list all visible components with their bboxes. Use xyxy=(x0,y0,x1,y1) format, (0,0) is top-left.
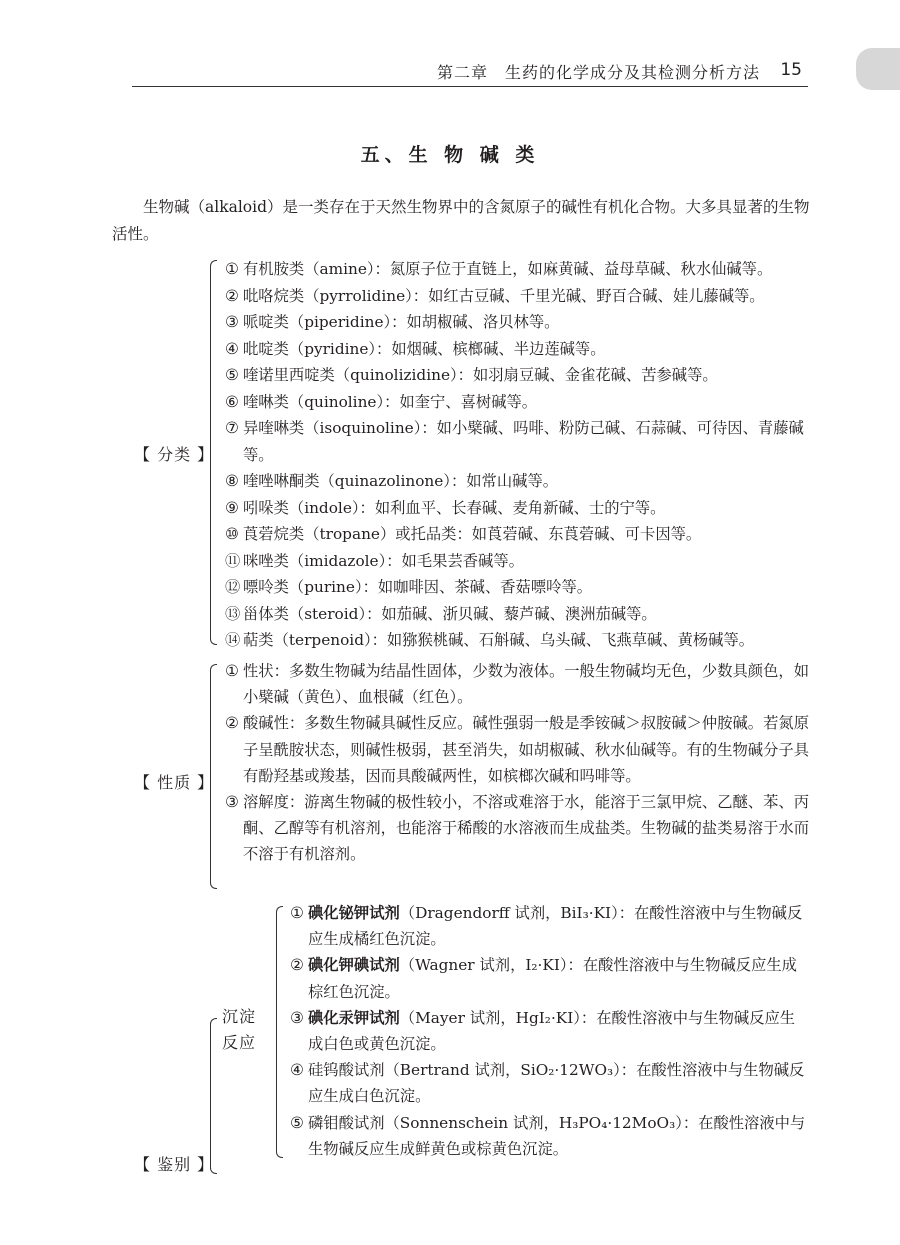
item-number: ⑥ xyxy=(225,392,239,411)
classification-item xyxy=(225,389,810,416)
item-text: 甾体类（steroid）：如茄碱、浙贝碱、藜芦碱、澳洲茄碱等。 xyxy=(243,604,657,623)
item-number: ① xyxy=(225,662,239,680)
item-text: 吡啶类（pyridine）：如烟碱、槟榔碱、半边莲碱等。 xyxy=(243,339,606,358)
precipitation-sublabel xyxy=(222,1004,256,1056)
classification-item xyxy=(225,336,810,363)
item-text: 磷钼酸试剂（Sonnenschein 试剂，H₃PO₄·12MoO₃）：在酸性溶液中与生物碱反应生成鲜黄色或棕黄色沉淀。 xyxy=(308,1113,806,1158)
section-title: 五、生 物 碱 类 xyxy=(360,144,540,166)
item-number: ⑦ xyxy=(225,419,239,437)
item-text: （Mayer 试剂，HgI₂·KI）：在酸性溶液中与生物碱反应生成白色或黄色沉淀。 xyxy=(308,1008,796,1054)
item-text: 喹唑啉酮类（quinazolinone）：如常山碱等。 xyxy=(243,472,559,490)
item-text: 性状：多数生物碱为结晶性固体，少数为液体。一般生物碱均无色，少数具颜色，如小檗碱（黄色）、血根碱（红色）。 xyxy=(243,662,809,707)
reagents-brace xyxy=(276,906,283,1158)
item-number: ⑬ xyxy=(225,604,241,623)
item-number: ⑤ xyxy=(225,366,239,384)
item-number: ③ xyxy=(290,1008,304,1027)
identification-item xyxy=(290,1005,810,1057)
item-text: 莨菪烷类（tropane）或托品类：如莨菪碱、东莨菪碱、可卡因等。 xyxy=(243,525,702,543)
reagent-name: 碘化钾碘试剂 xyxy=(308,956,400,975)
identification-label: 【 鉴别 】 xyxy=(134,1155,215,1174)
classification-item xyxy=(225,362,810,389)
identification-item xyxy=(290,1057,810,1109)
properties-item xyxy=(225,658,810,710)
item-number: ⑩ xyxy=(225,525,239,543)
page-number: 15 xyxy=(780,60,802,80)
item-text: 哌啶类（piperidine）：如胡椒碱、洛贝林等。 xyxy=(243,313,560,331)
running-head: 第二章 生药的化学成分及其检测分析方法 xyxy=(436,63,760,82)
classification-item xyxy=(225,627,810,654)
item-text: 萜类（terpenoid）：如猕猴桃碱、石斛碱、乌头碱、飞燕草碱、黄杨碱等。 xyxy=(243,631,755,649)
item-number: ② xyxy=(290,956,304,975)
item-text: 咪唑类（imidazole）：如毛果芸香碱等。 xyxy=(243,551,524,570)
intro-paragraph: 生物碱（alkaloid）是一类存在于天然生物界中的含氮原子的碱性有机化合物。大多具显著的生物活性。 xyxy=(112,198,810,243)
chapter-thumb-tab xyxy=(856,48,900,90)
classification-item xyxy=(225,495,810,522)
item-text: （Wagner 试剂，I₂·KI）：在酸性溶液中与生物碱反应生成棕红色沉淀。 xyxy=(308,956,797,1001)
item-text: 硅钨酸试剂（Bertrand 试剂，SiO₂·12WO₃）：在酸性溶液中与生物碱反应生成白色沉淀。 xyxy=(308,1061,805,1106)
header-rule xyxy=(132,86,808,87)
item-text: 异喹啉类（isoquinoline）：如小檗碱、吗啡、粉防己碱、石蒜碱、可待因、青藤碱等。 xyxy=(243,419,804,464)
item-number: ⑭ xyxy=(225,631,241,649)
reagent-name: 碘化汞钾试剂 xyxy=(308,1008,400,1027)
reagents-list xyxy=(290,900,810,1162)
properties-item xyxy=(225,710,810,789)
properties-list xyxy=(225,658,810,868)
item-text: 酸碱性：多数生物碱具碱性反应。碱性强弱一般是季铵碱＞叔胺碱＞仲胺碱。若氮原子呈酰胺状态，则碱性极弱，甚至消失，如胡椒碱、秋水仙碱等。有的生物碱分子具有酚羟基或羧基，因而具酸碱两性，如槟榔次碱和吗啡等。 xyxy=(243,714,809,785)
classification-item xyxy=(225,601,810,628)
sublabel-line2: 反应 xyxy=(222,1033,257,1052)
sublabel-line1: 沉淀 xyxy=(222,1007,257,1026)
classification-item xyxy=(225,415,810,468)
identification-item xyxy=(290,900,810,952)
classification-label: 【 分类 】 xyxy=(134,445,215,464)
properties-label: 【 性质 】 xyxy=(134,773,215,792)
item-number: ② xyxy=(225,286,239,305)
classification-brace xyxy=(210,260,217,645)
item-number: ⑫ xyxy=(225,578,241,596)
item-text: （Dragendorff 试剂，BiI₃·KI）：在酸性溶液中与生物碱反应生成橘红色沉淀。 xyxy=(308,904,803,949)
item-number: ⑧ xyxy=(225,472,239,490)
item-number: ⑪ xyxy=(225,551,241,570)
classification-item xyxy=(225,548,810,575)
item-number: ② xyxy=(225,714,239,733)
classification-list xyxy=(225,256,810,654)
item-number: ④ xyxy=(290,1061,304,1080)
item-number: ④ xyxy=(225,339,239,358)
item-number: ③ xyxy=(225,793,239,812)
identification-brace xyxy=(210,1018,217,1174)
item-number: ① xyxy=(225,260,239,278)
item-text: 喹啉类（quinoline）：如奎宁、喜树碱等。 xyxy=(243,392,538,411)
properties-brace xyxy=(210,664,217,889)
classification-item xyxy=(225,521,810,548)
item-text: 嘌呤类（purine）：如咖啡因、茶碱、香菇嘌呤等。 xyxy=(243,578,593,596)
item-number: ⑨ xyxy=(225,498,239,517)
classification-item xyxy=(225,468,810,495)
identification-item xyxy=(290,952,810,1004)
classification-item xyxy=(225,256,810,283)
identification-item xyxy=(290,1110,810,1162)
item-text: 溶解度：游离生物碱的极性较小，不溶或难溶于水，能溶于三氯甲烷、乙醚、苯、丙酮、乙醇等有机溶剂，也能溶于稀酸的水溶液而生成盐类。生物碱的盐类易溶于水而不溶于有机溶剂。 xyxy=(243,793,809,864)
item-text: 有机胺类（amine）：氮原子位于直链上，如麻黄碱、益母草碱、秋水仙碱等。 xyxy=(243,260,773,278)
reagent-name: 碘化铋钾试剂 xyxy=(308,904,400,922)
item-text: 喹诺里西啶类（quinolizidine）：如羽扇豆碱、金雀花碱、苦参碱等。 xyxy=(243,366,718,384)
item-number: ③ xyxy=(225,313,239,331)
classification-item xyxy=(225,309,810,336)
item-number: ⑤ xyxy=(290,1113,304,1132)
properties-item xyxy=(225,789,810,868)
item-number: ① xyxy=(290,904,304,922)
classification-item xyxy=(225,283,810,310)
classification-item xyxy=(225,574,810,601)
item-text: 吡咯烷类（pyrrolidine）：如红古豆碱、千里光碱、野百合碱、娃儿藤碱等。 xyxy=(243,286,765,305)
item-text: 吲哚类（indole）：如利血平、长春碱、麦角新碱、士的宁等。 xyxy=(243,498,666,517)
